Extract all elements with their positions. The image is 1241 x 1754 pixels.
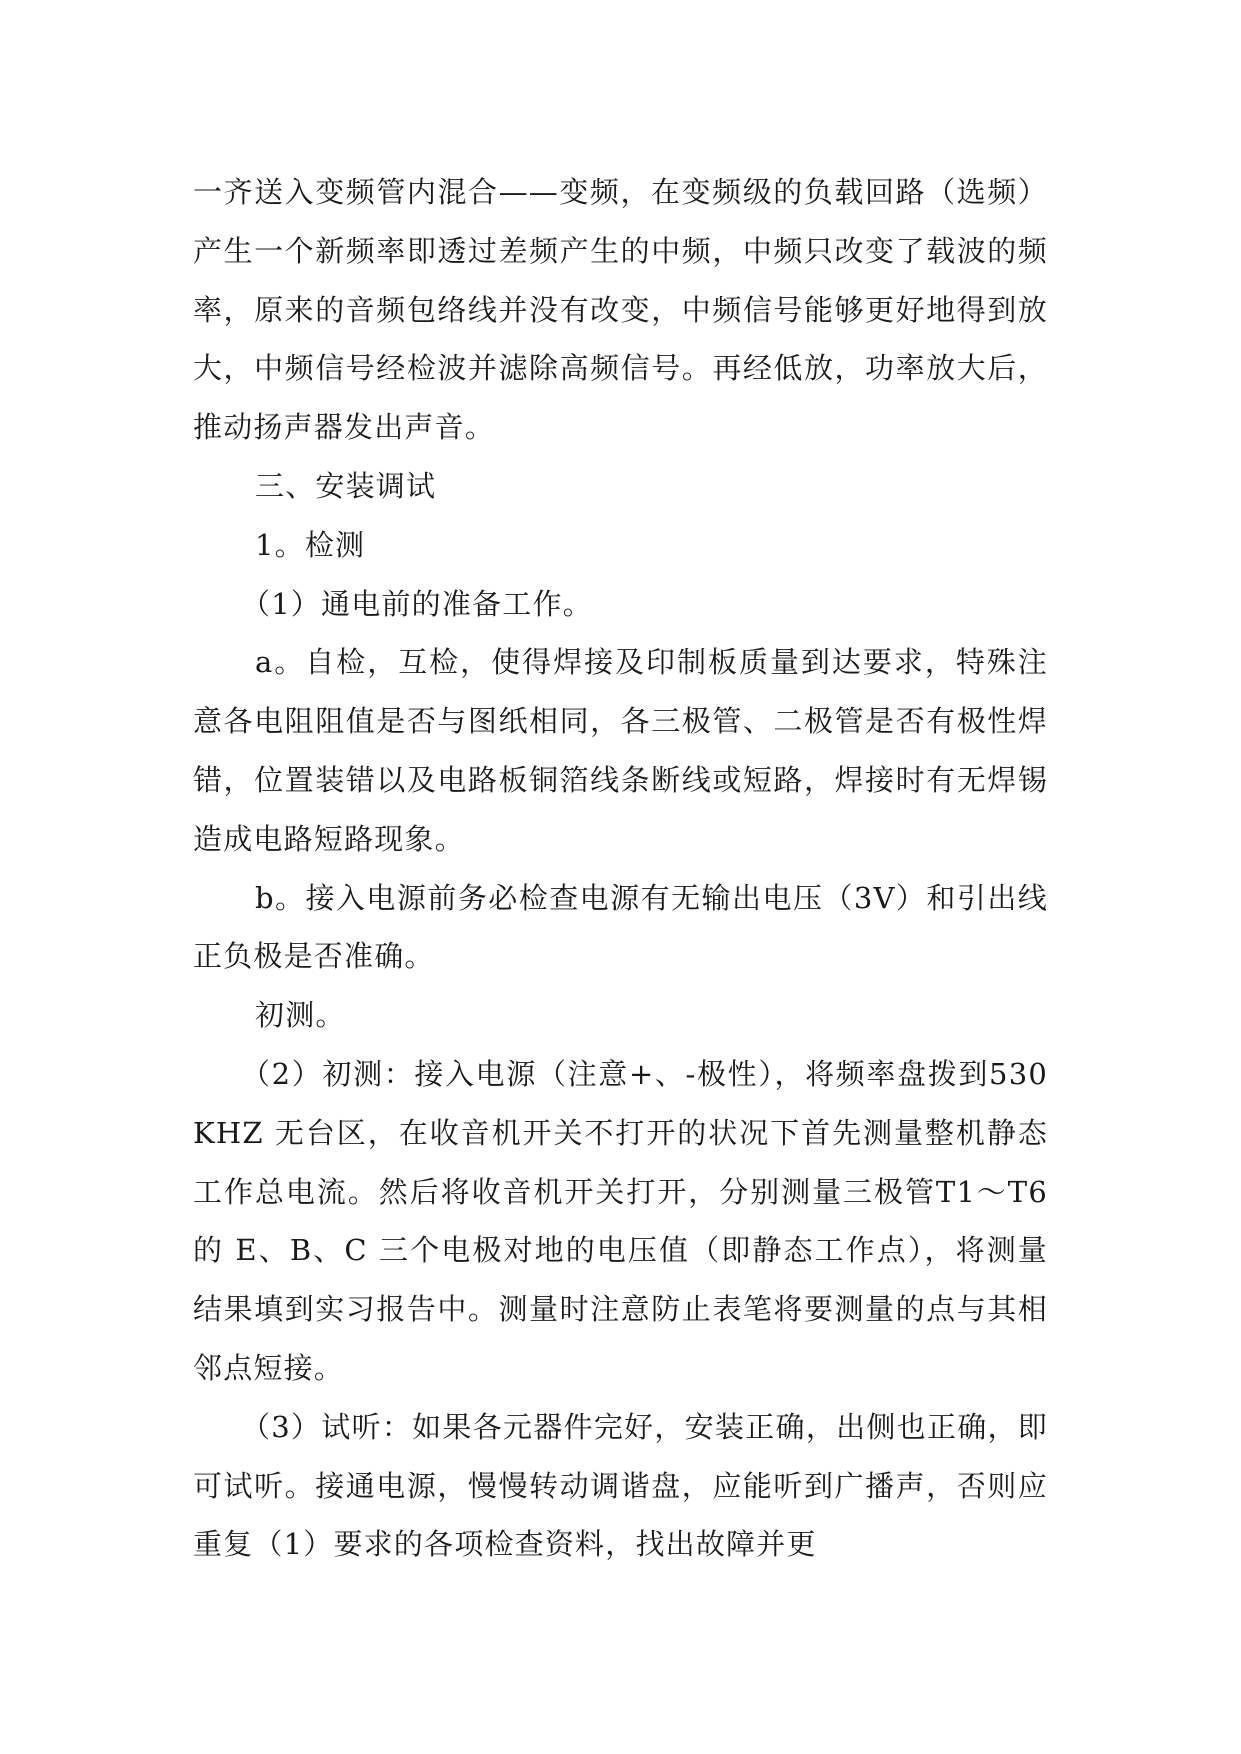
subheading-detection: 1。检测 [255, 527, 366, 562]
paragraph-power-check: b。接入电源前务必检查电源有无输出电压（3V）和引出线正负极是否准确。 [193, 880, 1048, 974]
paragraph-initial-measure: （2）初测：接入电源（注意+、-极性），将频率盘拨到530KHZ 无台区，在收音机开关不打开的状况下首先测量整机静态工作总电流。然后将收音机开关打开，分别测量三极管T1～T6 的 E、B、C 三个电极对地的电压值（即静态工作点），将测量结果填到实习报告中。测量时注意防止表笔将要测量的点与其相邻点短接。 [193, 1056, 1048, 1385]
paragraph-trial-listen: （3）试听：如果各元器件完好，安装正确，出侧也正确，即可试听。接通电源，慢慢转动调谐盘，应能听到广播声，否则应重复（1）要求的各项检查资料，找出故障并更 [193, 1409, 1048, 1562]
subheading-initial-test: 初测。 [255, 998, 346, 1033]
paragraph-signal-path: 一齐送入变频管内混合——变频，在变频级的负载回路（选频）产生一个新频率即透过差频产生的中频，中频只改变了载波的频率，原来的音频包络线并没有改变，中频信号能够更好地得到放大，中频信号经检波并滤除高频信号。再经低放，功率放大后，推动扬声器发出声音。 [193, 175, 1048, 445]
document-body [193, 163, 1048, 1574]
item-preparation: （1）通电前的准备工作。 [241, 586, 593, 621]
section-heading-install-debug: 三、安装调试 [255, 468, 437, 503]
paragraph-self-check: a。自检，互检，使得焊接及印制板质量到达要求，特殊注意各电阻阻值是否与图纸相同，各三极管、二极管是否有极性焊错，位置装错以及电路板铜箔线条断线或短路，焊接时有无焊锡造成电路短路现象。 [193, 645, 1048, 856]
